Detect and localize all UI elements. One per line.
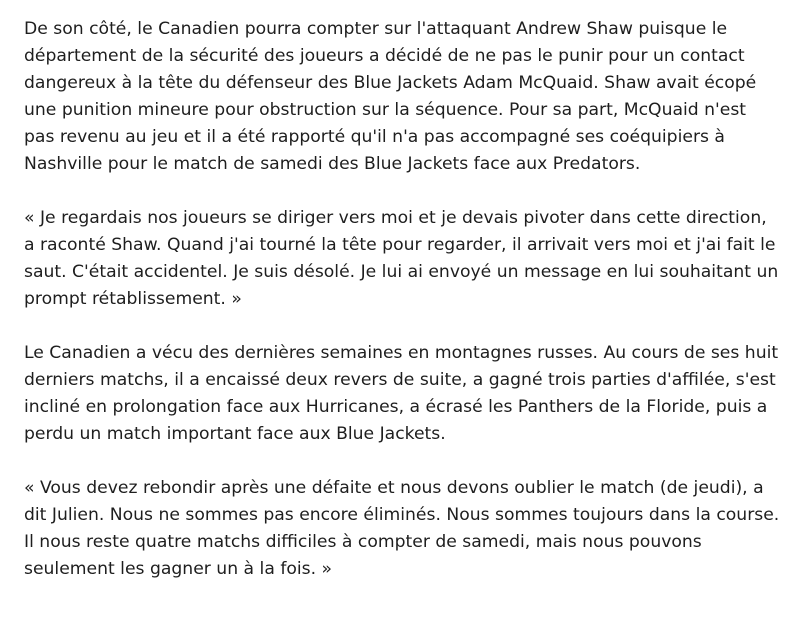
paragraph-recent-results: Le Canadien a vécu des dernières semaines en montagnes russes. Au cours de ses huit derniers matchs, il a encaissé deux revers de suite, a gagné trois parties d'affilée, s'est incliné en prolongation face aux Hurricanes, a écrasé les Panthers de la Floride, puis a perdu un match important face aux Blue Jackets.: [24, 343, 779, 444]
paragraph-julien-quote: « Vous devez rebondir après une défaite et nous devons oublier le match (de jeudi), a dit Julien. Nous ne sommes pas encore éliminés. Nous sommes toujours dans la course. Il nous reste quatre matchs difficiles à compter de samedi, mais nous pouvons seulement les gagner un à la fois. »: [24, 478, 780, 579]
paragraph-shaw-ruling: De son côté, le Canadien pourra compter sur l'attaquant Andrew Shaw puisque le département de la sécurité des joueurs a décidé de ne pas le punir pour un contact dangereux à la tête du défenseur des Blue Jackets Adam McQuaid. Shaw avait écopé une punition mineure pour obstruction sur la séquence. Pour sa part, McQuaid n'est pas revenu au jeu et il a été rapporté qu'il n'a pas accompagné ses coéquipiers à Nashville pour le match de samedi des Blue Jackets face aux Predators.: [24, 19, 757, 174]
paragraph-shaw-quote: « Je regardais nos joueurs se diriger vers moi et je devais pivoter dans cette direction, a raconté Shaw. Quand j'ai tourné la tête pour regarder, il arrivait vers moi et j'ai fait le saut. C'était accidentel. Je suis désolé. Je lui ai envoyé un message en lui souhaitant un prompt rétablissement. »: [24, 208, 779, 309]
